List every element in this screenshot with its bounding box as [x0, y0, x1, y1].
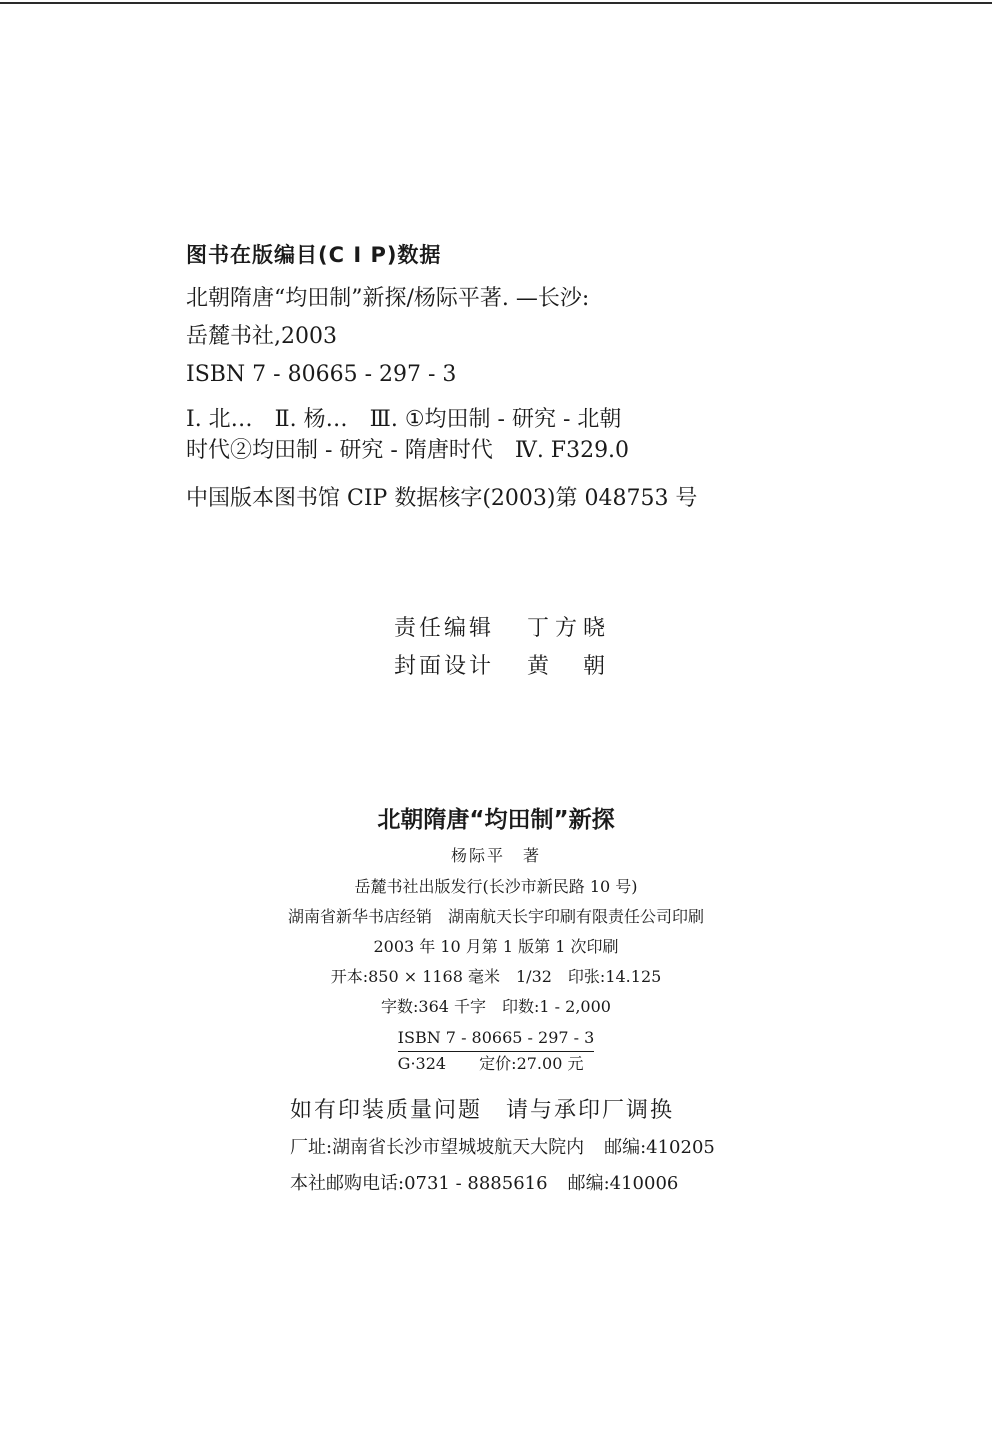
mail-order-line — [290, 1166, 850, 1202]
factory-address: 厂址:湖南省长沙市望城坡航天大院内 — [290, 1137, 585, 1158]
cip-verification-number: 中国版本图书馆 CIP 数据核字(2003)第 048753 号 — [186, 486, 698, 511]
factory-postcode: 邮编:410205 — [604, 1137, 715, 1158]
publisher-info: 岳麓书社出版发行(长沙市新民路 10 号) — [354, 877, 638, 896]
edition-info: 2003 年 10 月第 1 版第 1 次印刷 — [373, 937, 619, 956]
classification-number: G·324 — [397, 1054, 447, 1073]
credit-row-editor — [394, 610, 611, 648]
quality-notice: 如有印装质量问题 请与承印厂调换 — [290, 1098, 675, 1123]
notice-block — [290, 1092, 850, 1202]
colophon-isbn: ISBN 7 - 80665 - 297 - 3 — [398, 1026, 595, 1052]
word-count-info: 字数:364 千字 印数:1 - 2,000 — [381, 997, 611, 1016]
credit-name: 黄 朝 — [527, 654, 612, 679]
price: 定价:27.00 元 — [479, 1054, 584, 1073]
distribution-printing-info: 湖南省新华书店经销 湖南航天长宇印刷有限责任公司印刷 — [287, 907, 704, 926]
cip-subject-line-1: Ⅰ. 北… Ⅱ. 杨… Ⅲ. ①均田制 - 研究 - 北朝 — [186, 407, 622, 432]
cip-isbn-line: ISBN 7 - 80665 - 297 - 3 — [186, 362, 457, 387]
book-author: 杨际平 著 — [450, 846, 541, 865]
credit-name: 丁方晓 — [527, 616, 612, 641]
cip-title-line: 北朝隋唐“均田制”新探/杨际平著. —长沙: — [186, 286, 590, 311]
credit-role: 责任编辑 — [394, 616, 495, 641]
format-info: 开本:850 × 1168 毫米 1/32 印张:14.125 — [330, 967, 662, 986]
book-title: 北朝隋唐“均田制”新探 — [377, 807, 615, 833]
factory-address-line — [290, 1130, 850, 1166]
cip-subject-line-2: 时代②均田制 - 研究 - 隋唐时代 Ⅳ. F329.0 — [186, 438, 630, 463]
credit-role: 封面设计 — [394, 654, 495, 679]
cip-publisher-line: 岳麓书社,2003 — [186, 324, 337, 349]
credit-row-cover-design — [394, 648, 611, 686]
colophon-block — [196, 800, 796, 1076]
credits-block — [394, 610, 611, 686]
classification-price-row — [398, 1052, 595, 1076]
publisher-postcode: 邮编:410006 — [567, 1173, 679, 1194]
top-rule — [0, 2, 992, 4]
cip-spacer — [186, 394, 806, 404]
isbn-price-block — [398, 1026, 595, 1076]
cip-heading: 图书在版编目(C I P)数据 — [186, 243, 442, 267]
mail-order-phone: 本社邮购电话:0731 - 8885616 — [290, 1173, 548, 1194]
cip-data-block — [186, 238, 806, 518]
